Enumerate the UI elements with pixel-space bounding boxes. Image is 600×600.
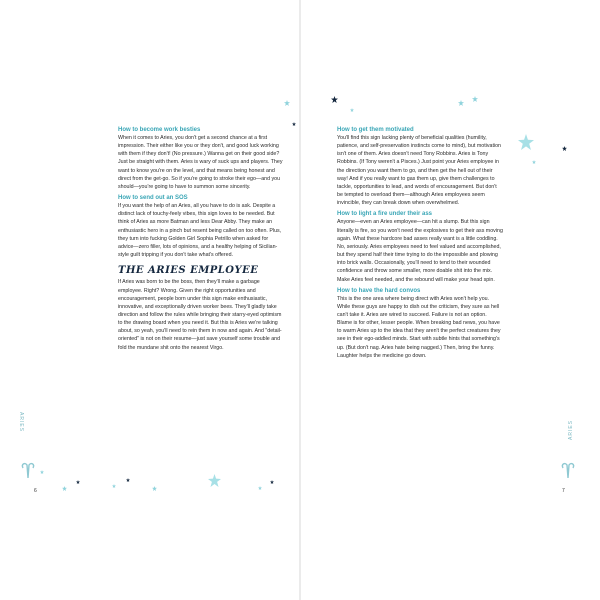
paragraph-light-fire: Anyone—even an Aries employee—can hit a slump. But this sign literally is fire, so you won't need the explosives to get their ass moving again. What these hardcore bad asses really want is a little coddling. No, seriously. Aries employees need to feel valued and accomplished, but they spend half their time trying to do the impossible and plowing into brick walls. Occasionally, you'll need to tend to their wounded confidence and throw some smaller, more doable shit into the mix. Make Aries feel needed, and the rebound will make your head spin.: [337, 219, 503, 283]
star-icon: [562, 146, 567, 151]
paragraph-hard-convos: This is the one area where being direct with Aries won't help you. While these guys are happy to dish out the criticism, they sure as hell can't take it. Aries are wired to succeed. Failure is not an option. Blame is for other, lesser people. When breaking bad news, you have to warm Aries up to the idea that they aren't the perfect creatures they see in their ego-addled minds. Start with subtle hints that something's up. (But don't nag. Aries hate being nagged.) Then, bring the funny. Laughter helps the medicine go down.: [337, 295, 501, 359]
aries-symbol-icon: [20, 462, 36, 480]
paragraph-get-motivated: You'll find this sign lacking plenty of beneficial qualities (humility, patience, and self-preservation instincts come to mind), but motivation isn't one of them. Aries doesn't need Tony Robbins. Aries is Tony Robbins. (If Tony weren't a Pisces.) Just point your Aries employee in the direction you want them to go, and then get the hell out of their way! And if you really want to gas them up, give them challenges to tackle, opportunities to lead, and words of encouragement. But don't be tempted to overload them—although Aries employees seem invincible, they can break down when overwhelmed.: [337, 135, 501, 207]
star-icon: [284, 100, 290, 106]
subhead-light-fire: How to light a fire under their ass: [337, 211, 433, 218]
page-number-left: 6: [34, 488, 37, 494]
subhead-work-besties: How to become work besties: [118, 127, 201, 133]
right-page-column: [337, 126, 503, 363]
star-icon: [518, 134, 534, 150]
star-icon: [472, 96, 478, 102]
paragraph-work-besties: When it comes to Aries, you don't get a second chance at a first impression. Their either like you or they don't, and good luck working with them if they don't! (No pressure.) Wanna get on their good side? Just be straight with them. Aries is wary of suck ups and players. They want to know you're on the level, and that means being honest and direct from the get-go. So if you're going to stroke their ego—and you should—you're going to have to summon some sincerity.: [118, 135, 283, 190]
star-icon: [76, 480, 80, 484]
aries-symbol-icon: [560, 462, 576, 480]
star-icon: [258, 486, 262, 490]
star-icon: [270, 480, 274, 484]
star-icon: [458, 100, 464, 106]
side-label-left: ARIES: [18, 412, 24, 433]
star-icon: [331, 96, 338, 103]
page-number-right: 7: [562, 488, 565, 494]
star-icon: [208, 474, 221, 487]
paragraph-aries-employee: If Aries was born to be the boss, then they'll make a garbage employee. Right? Wrong. Given the right opportunities and encouragement, people born under this sign make enthusiastic, innovative, and exceptionally driven worker bees. They'll gladly take direction and follow the rules while bringing their starry-eyed optimism to the drawing board when you need it. But this is Aries we're talking about, so yeah, you'll need to rein them in now and again. And "detail-oriented" is not on their resume—just save yourself some trouble and fold the mundane shit onto the nearest Virgo.: [118, 279, 282, 351]
star-icon: [292, 122, 296, 126]
star-icon: [112, 484, 116, 488]
star-icon: [350, 108, 354, 112]
star-icon: [62, 486, 67, 491]
paragraph-send-sos: If you want the help of an Aries, all you have to do is ask. Despite a distinct lack of touchy-feely vibes, this sign loves to be needed. But think of Aries as more Batman and less Dear Abby. They make an enthusiastic hero in a pinch but resent being called on too often. Plus, they turn into fucking Golden Girl Sophia Petrillo when asked for advice—zero filler, lots of opinions, and a healthy helping of Sicilian-style guilt tripping if you don't take what's offered.: [118, 203, 282, 259]
subhead-send-sos: How to send out an SOS: [118, 195, 188, 202]
side-label-right: ARIES: [568, 419, 574, 440]
subhead-hard-convos: How to have the hard convos: [337, 287, 421, 294]
left-page-column: [118, 126, 284, 355]
section-heading-aries-employee: THE ARIES EMPLOYEE: [118, 265, 259, 277]
page-gutter: [299, 0, 301, 600]
star-icon: [40, 470, 44, 474]
star-icon: [126, 478, 130, 482]
subhead-get-motivated: How to get them motivated: [337, 127, 414, 133]
star-icon: [152, 486, 157, 491]
star-icon: [532, 160, 536, 164]
